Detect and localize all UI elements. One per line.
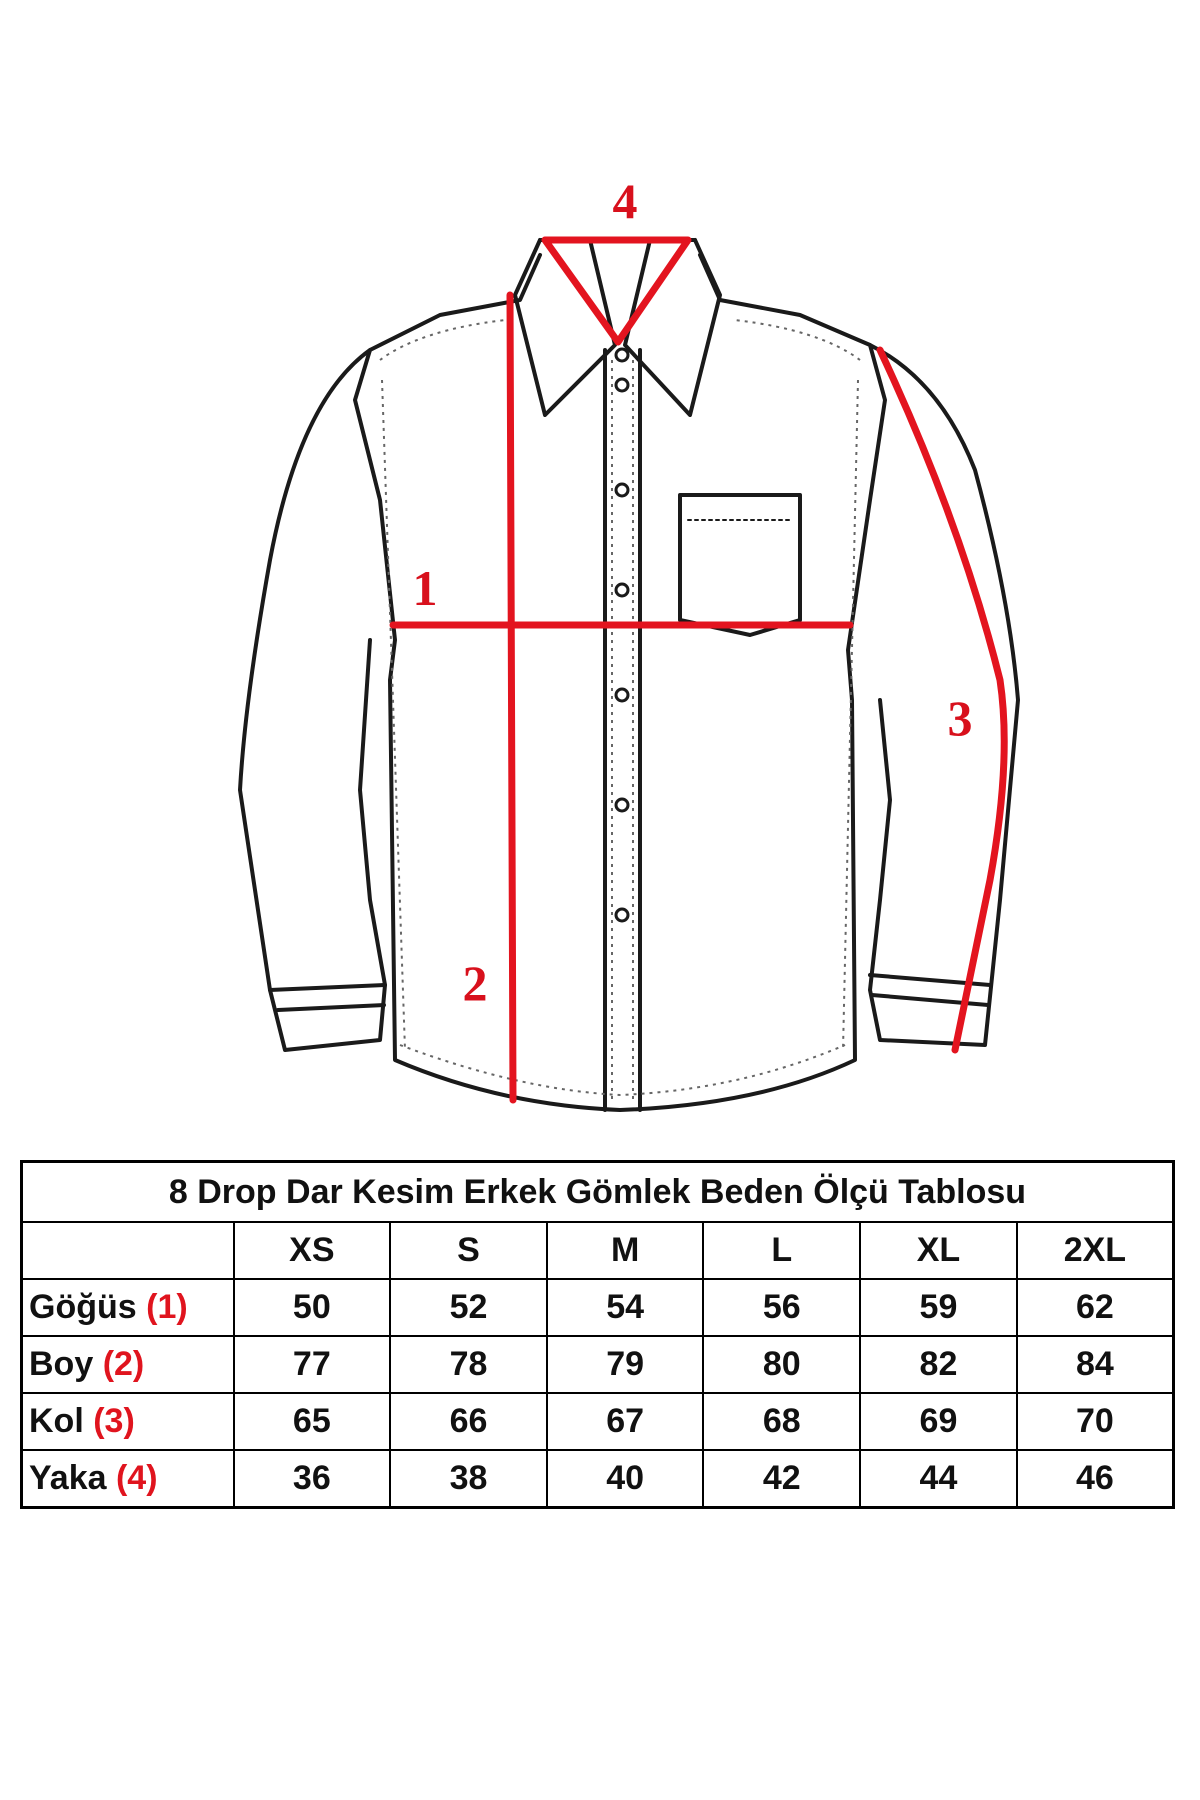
row-label — [22, 1336, 234, 1393]
row-ref: (2) — [102, 1345, 145, 1383]
button — [616, 799, 628, 811]
table-row — [22, 1393, 1174, 1450]
left-cuff — [270, 985, 385, 1010]
table-cell: 67 — [547, 1393, 704, 1450]
table-cell: 44 — [860, 1450, 1017, 1508]
size-header: XS — [234, 1222, 391, 1279]
table-cell: 70 — [1017, 1393, 1174, 1450]
table-cell: 59 — [860, 1279, 1017, 1336]
size-chart-table — [20, 1160, 1175, 1509]
row-label — [22, 1393, 234, 1450]
table-cell: 79 — [547, 1336, 704, 1393]
table-cell: 68 — [703, 1393, 860, 1450]
left-yoke-stitch — [380, 320, 505, 360]
button — [616, 379, 628, 391]
buttons — [616, 349, 628, 921]
table-title-row — [22, 1162, 1174, 1223]
marker-3: 3 — [947, 690, 973, 746]
table-cell: 54 — [547, 1279, 704, 1336]
row-label-text: Göğüs — [29, 1288, 137, 1326]
header-empty-cell — [22, 1222, 234, 1279]
marker-4: 4 — [612, 173, 638, 229]
length-measure-line — [510, 295, 513, 1100]
size-header: XL — [860, 1222, 1017, 1279]
button — [616, 484, 628, 496]
table-cell: 62 — [1017, 1279, 1174, 1336]
size-header: M — [547, 1222, 704, 1279]
row-label — [22, 1450, 234, 1508]
shirt-outline — [240, 240, 1018, 1110]
row-label-text: Kol — [29, 1402, 84, 1440]
marker-1: 1 — [412, 560, 438, 616]
size-header: 2XL — [1017, 1222, 1174, 1279]
button — [616, 909, 628, 921]
row-label-text: Boy — [29, 1345, 94, 1383]
table-cell: 52 — [390, 1279, 547, 1336]
table-cell: 78 — [390, 1336, 547, 1393]
row-ref: (4) — [115, 1459, 158, 1497]
collar-measure-line — [545, 240, 688, 342]
size-header: S — [390, 1222, 547, 1279]
measure-markers — [413, 173, 973, 1011]
left-sleeve — [240, 350, 385, 1050]
row-ref: (1) — [146, 1288, 188, 1326]
row-label — [22, 1279, 234, 1336]
right-yoke-stitch — [735, 320, 860, 360]
button — [616, 689, 628, 701]
chest-pocket — [680, 495, 800, 635]
table-cell: 77 — [234, 1336, 391, 1393]
table-cell: 80 — [703, 1336, 860, 1393]
marker-2: 2 — [462, 955, 488, 1011]
table-cell: 36 — [234, 1450, 391, 1508]
table-cell: 46 — [1017, 1450, 1174, 1508]
table-cell: 66 — [390, 1393, 547, 1450]
table-cell: 84 — [1017, 1336, 1174, 1393]
stitching — [380, 320, 860, 1100]
size-header-row — [22, 1222, 1174, 1279]
table-cell: 42 — [703, 1450, 860, 1508]
row-ref: (3) — [93, 1402, 135, 1440]
row-label-text: Yaka — [29, 1459, 107, 1497]
button — [616, 584, 628, 596]
size-header: L — [703, 1222, 860, 1279]
right-sleeve — [870, 345, 1018, 1045]
table-cell: 38 — [390, 1450, 547, 1508]
table-title: 8 Drop Dar Kesim Erkek Gömlek Beden Ölçü Tablosu — [22, 1162, 1174, 1223]
table-cell: 56 — [703, 1279, 860, 1336]
table-cell: 82 — [860, 1336, 1017, 1393]
table-cell: 50 — [234, 1279, 391, 1336]
table-cell: 40 — [547, 1450, 704, 1508]
table-cell: 65 — [234, 1393, 391, 1450]
placket — [605, 350, 640, 1110]
sleeve-measure-line — [880, 350, 1004, 1050]
table-row — [22, 1279, 1174, 1336]
button — [616, 349, 628, 361]
table-row — [22, 1450, 1174, 1508]
table-cell: 69 — [860, 1393, 1017, 1450]
table-row — [22, 1336, 1174, 1393]
